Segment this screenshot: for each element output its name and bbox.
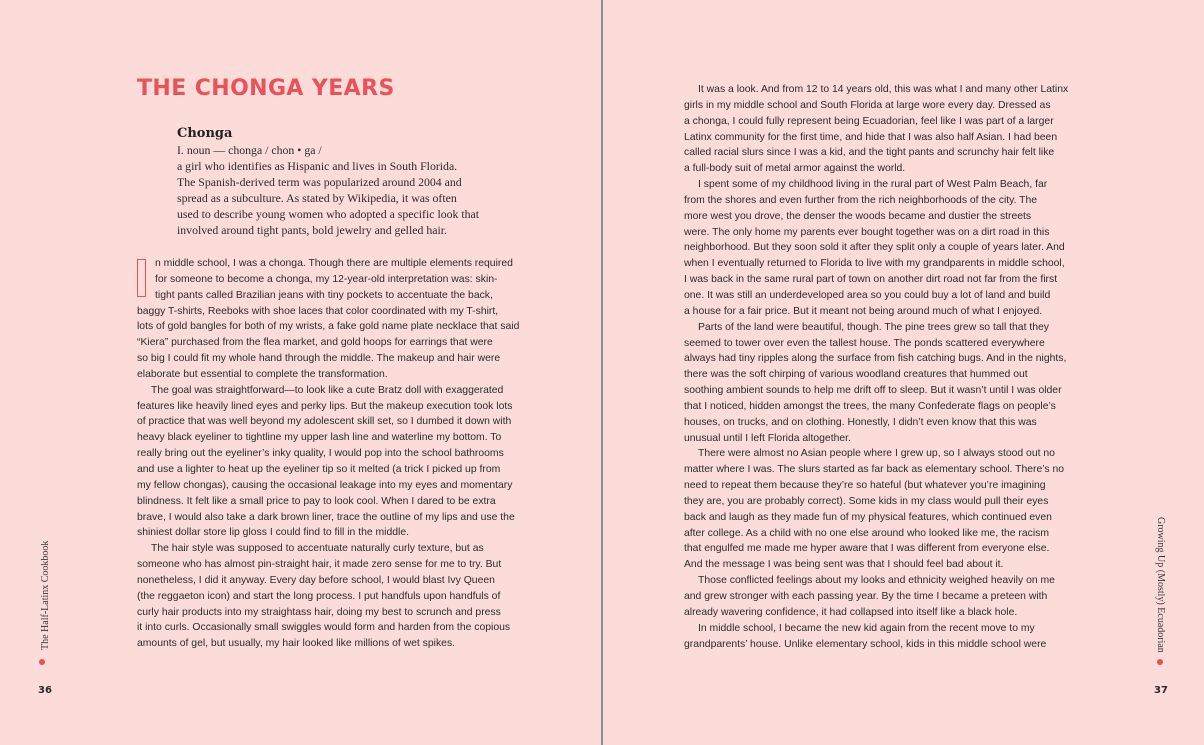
body-line: nonetheless, I did it anyway. Every day before school, I would blast Ivy Queen [137,574,495,586]
body-line: And the message I was being sent was that I should feel bad about it. [684,559,1004,571]
body-line: they are, you are probably correct). Some kids in my class would pull their eyes [684,495,1049,507]
body-line: The hair style was supposed to accentuate naturally curly texture, but as [151,543,484,555]
body-line: Those conflicted feelings about my looks and ethnicity weighed heavily on me [698,575,1055,587]
body-line: curly hair products into my straightass hair, doing my best to scrunch and press [137,606,501,618]
body-line: and grew stronger with each passing year. By the time I became a preteen with [684,591,1048,602]
chapter-heading: THE CHONGA YEARS [137,76,395,101]
body-line: of practice that was well beyond my adolescent skill set, so I dumbed it down with [137,416,512,428]
body-line: houses, on trucks, and on clothing. Honestly, I didn’t even know that this was [684,416,1037,428]
body-line: unusual until I left Florida altogether. [684,432,851,444]
definition-line: I. noun — chonga / chon • ga / [177,143,322,157]
body-line: neighborhood. But they soon sold it after they split only a couple of years later. And [684,242,1065,254]
body-line: tight pants called Brazilian jeans with tiny pockets to accentuate the back, [155,289,493,301]
body-line: always had tiny ripples along the surface from fish catching bugs. And in the nights, [684,353,1067,365]
body-line: shiniest dollar store lip gloss I could find to fill in the middle. [137,527,410,539]
running-head-right: Growing Up (Mostly) Ecuadorian [1155,517,1166,653]
body-line: more west you drove, the denser the woods became and dustier the streets [684,210,1032,222]
body-line: There were almost no Asian people where I grew up, so I always stood out no [698,448,1055,460]
body-line: The goal was straightforward—to look like a cute Bratz doll with exaggerated [151,384,504,396]
body-line: when I eventually returned to Florida to live with my grandparents in middle school, [684,258,1065,270]
body-line: a house for a fair price. But it meant not being around much of what I enjoyed. [684,305,1043,317]
body-line: baggy T-shirts, Reeboks with shoe laces that color coordinated with my T-shirt, [137,305,499,317]
left-page [0,0,601,745]
accent-dot [1157,659,1163,665]
body-line: grandparents’ house. Unlike elementary school, kids in this middle school were [684,638,1047,650]
body-line: it into curls. Occasionally small swiggles would form and harden from the copious [137,622,511,634]
body-line: blindness. It felt like a small price to pay to look cool. When I dared to be extra [137,495,496,507]
definition-line: a girl who identifies as Hispanic and lives in South Florida. [177,158,458,173]
body-line: “Kiera” purchased from the flea market, and gold hoops for earrings that were [137,337,493,349]
page-number-left: 36 [38,685,52,696]
body-line: I was back in the same rural part of town on another dirt road not far from the first [684,274,1058,286]
body-line: It was a look. And from 12 to 14 years old, this was what I and many other Latinx [698,84,1069,95]
body-line: already wavering confidence, it had collapsed into itself like a black hole. [684,606,1018,618]
body-line: (the reggaeton icon) and start the long process. I put handfuls upon handfuls of [137,590,501,602]
body-line: matter where I was. The slurs started as far back as elementary school. There’s no [684,464,1065,476]
body-line: need to repeat them because they’re so hateful (but whatever you’re imagining [684,480,1046,492]
body-line: heavy black eyeliner to tightline my upper lash line and waterline my bottom. To [137,432,502,444]
body-line: girls in my middle school and South Florida at large wore every day. Dressed as [684,99,1051,111]
page-number-right: 37 [1154,685,1168,696]
body-line: brave, I would also take a dark brown liner, trace the outline of my lips and use the [137,511,515,523]
body-line: someone who has almost pin-straight hair, it made zero sense for me to try. But [137,559,502,571]
body-line: were. The only home my parents ever bought together was on a dirt road in this [684,226,1050,238]
definition-line: involved around tight pants, bold jewelry and gelled hair. [177,222,447,237]
body-line: elaborate but essential to complete the transformation. [137,368,388,380]
body-line: Latinx community for the first time, and hide that I was also half Asian. I had been [684,131,1058,143]
running-head-left: The Half-Latinx Cookbook [40,540,51,650]
body-line: lots of gold bangles for both of my wrists, a fake gold name plate necklace that said [137,321,520,333]
definition-line: spread as a subculture. As stated by Wikipedia, it was often [177,190,457,205]
definition-block [177,126,507,238]
body-line: that engulfed me made me hyper aware that I was different from everyone else. [684,543,1050,555]
body-line: after college. As a child with no one else around who looked like me, the racism [684,527,1050,539]
body-line: from the shores and even further from the rich neighborhoods of the city. The [684,194,1038,206]
body-line: so big I could fit my whole hand through the middle. The makeup and hair were [137,353,501,365]
body-line: a full-body suit of metal armor against the world. [684,163,906,175]
body-line: really bring out the eyeliner’s inky quality, I would pop into the school bathrooms [137,448,504,460]
body-line: amounts of gel, but usually, my hair looked like millions of wet spikes. [137,638,456,650]
left-body-text [137,256,520,652]
body-line: In middle school, I became the new kid again from the recent move to my [698,622,1035,634]
body-line: back and laugh as they made fun of my physical features, which continued even [684,511,1052,523]
definition-line: The Spanish-derived term was popularized around 2004 and [177,174,462,189]
body-line: there was the soft chirping of various woodland creatures that hummed out [684,369,1028,381]
body-line: n middle school, I was a chonga. Though there are multiple elements required [155,258,513,269]
body-line: soothing ambient sounds to help me drift off to sleep. But it wasn’t until I was older [684,385,1062,397]
body-line: that I noticed, hidden amongst the trees, the many Confederate flags on people’s [684,400,1056,412]
body-line: features like heavily lined eyes and perky lips. But the makeup execution took lots [137,400,513,412]
body-line: Parts of the land were beautiful, though. The pine trees grew so tall that they [698,321,1049,333]
definition-term: Chonga [177,126,233,141]
body-line: and use a lighter to heat up the eyeliner tip so it melted (a trick I picked up from [137,463,501,475]
body-line: a chonga, I could fully represent being Ecuadorian, feel like I was part of a larger [684,115,1054,127]
body-line: I spent some of my childhood living in the rural part of West Palm Beach, far [698,179,1048,191]
body-line: seemed to tower over even the tallest house. The ponds scattered everywhere [684,337,1045,349]
body-line: one. It was still an underdeveloped area so you could buy a lot of land and build [684,289,1051,301]
body-line: for someone to become a chonga, my 12-year-old interpretation was: skin- [155,273,498,285]
body-line: my fellow chongas), causing the occasional leakage into my eyes and momentary [137,479,513,491]
right-body-text [684,82,1074,652]
body-line: called racial slurs since I was a kid, and the tight pants and scrunchy hair felt like [684,147,1055,159]
definition-line: used to describe young women who adopted a specific look that [177,206,480,221]
accent-dot [39,659,45,665]
